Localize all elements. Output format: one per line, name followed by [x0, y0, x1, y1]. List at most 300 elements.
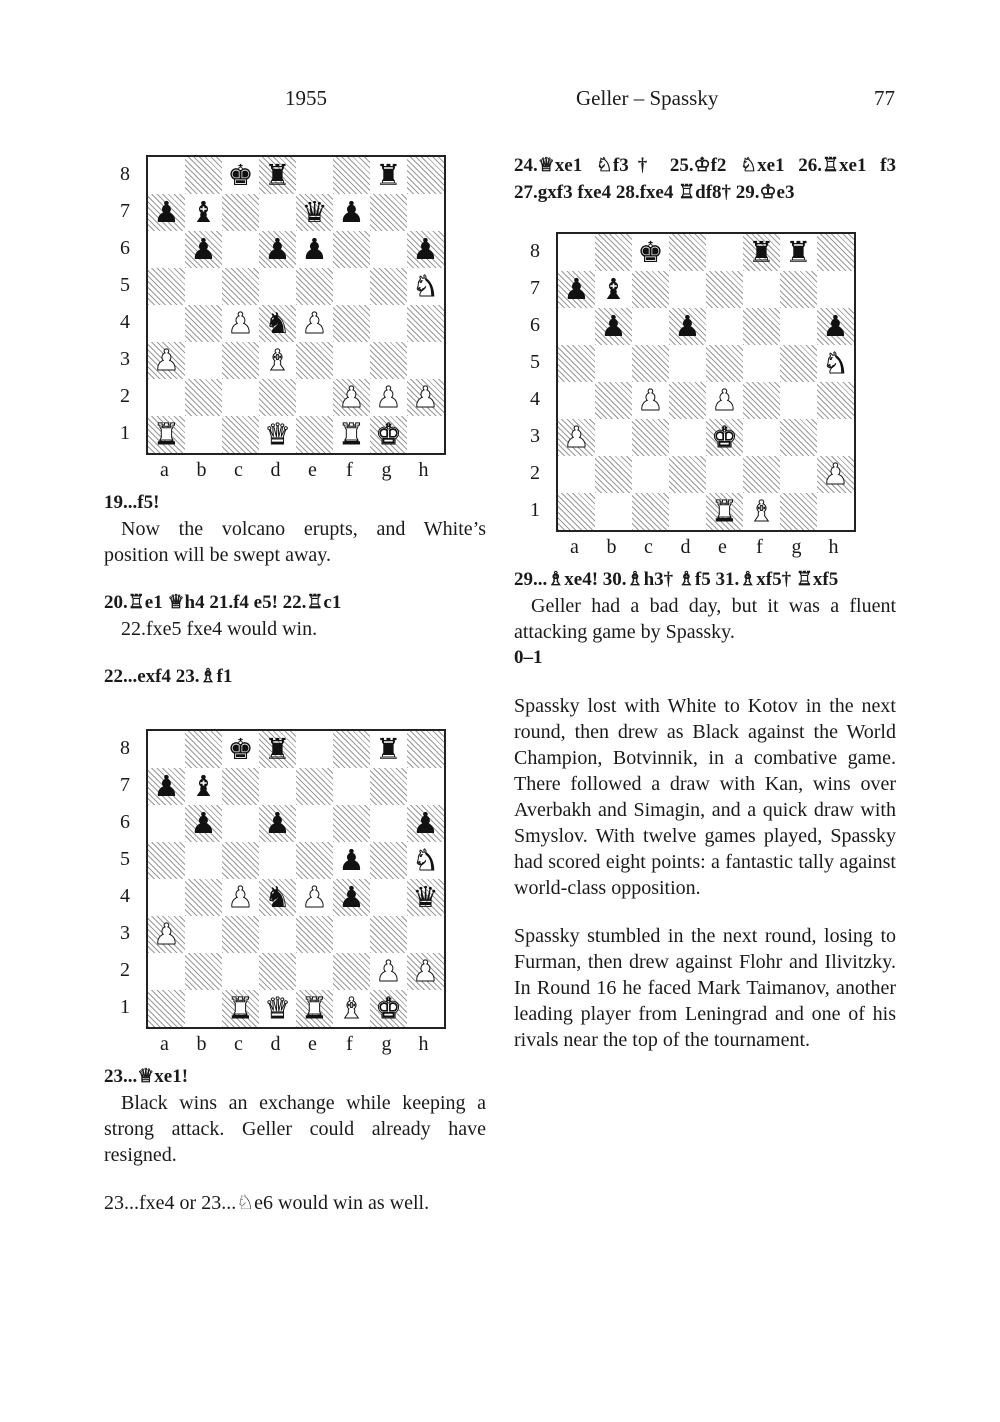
- rank-label: 5: [530, 350, 540, 373]
- board-square: [370, 805, 407, 842]
- white-bishop-icon: ♝: [264, 343, 291, 377]
- black-pawn-icon: ♟: [338, 843, 365, 877]
- board-square: [222, 342, 259, 379]
- white-pawn-icon: ♟: [153, 343, 180, 377]
- file-label: c: [644, 536, 653, 558]
- board-square: [296, 416, 333, 453]
- black-pawn-icon: ♟: [153, 769, 180, 803]
- board-square: [780, 419, 817, 456]
- board-square: [185, 157, 222, 194]
- board-square: [185, 194, 222, 231]
- file-label: g: [791, 536, 802, 558]
- board-square: [817, 419, 854, 456]
- board-square: [148, 916, 185, 953]
- board-square: [407, 268, 444, 305]
- move-19: 19...f5!: [104, 492, 160, 513]
- board-square: [259, 916, 296, 953]
- board-square: [333, 879, 370, 916]
- board-square: [296, 194, 333, 231]
- board-square: [333, 194, 370, 231]
- board-square: [148, 416, 185, 453]
- white-pawn-icon: ♟: [338, 380, 365, 414]
- file-label: f: [346, 1033, 353, 1055]
- narrative-paragraph-2: Spassky stumbled in the next round, losing to Furman, then drew against Flohr and Ilivitzky. In Round 16 he faced Mark Taimanov, another leading player from Leningrad and one of his rivals near the top of the tournament.: [514, 925, 896, 1051]
- board-square: [370, 379, 407, 416]
- board-square: [743, 345, 780, 382]
- rank-label: 6: [120, 810, 130, 833]
- board-square: [370, 157, 407, 194]
- board-square: [148, 879, 185, 916]
- board-square: [558, 419, 595, 456]
- board-square: [259, 379, 296, 416]
- board-square: [370, 268, 407, 305]
- board-square: [296, 842, 333, 879]
- board-square: [222, 416, 259, 453]
- board-square: [407, 342, 444, 379]
- board-square: [706, 234, 743, 271]
- white-pawn-icon: ♟: [227, 306, 254, 340]
- rank-labels: [530, 232, 550, 528]
- move-29: 29...♗xe4! 30.♗h3† ♗f5 31.♗xf5† ♖xf5: [514, 569, 839, 590]
- board-square: [333, 768, 370, 805]
- file-label: g: [381, 1033, 392, 1055]
- file-label: h: [418, 459, 429, 481]
- board-square: [148, 990, 185, 1027]
- file-label: h: [418, 1033, 429, 1055]
- file-label: h: [828, 536, 839, 558]
- board-square: [817, 308, 854, 345]
- move-24: 24.♕xe1 ♘f3† 25.♔f2 ♘xe1 26.♖xe1 f3 27.gxf3 fxe4 28.fxe4 ♖df8† 29.♔e3: [514, 155, 896, 203]
- black-pawn-icon: ♟: [153, 195, 180, 229]
- board-square: [259, 805, 296, 842]
- board-square: [632, 345, 669, 382]
- board-square: [259, 953, 296, 990]
- board-square: [259, 305, 296, 342]
- black-bishop-icon: ♝: [190, 195, 217, 229]
- board-square: [148, 342, 185, 379]
- black-pawn-icon: ♟: [264, 806, 291, 840]
- board-square: [632, 382, 669, 419]
- board-square: [817, 345, 854, 382]
- board-square: [407, 731, 444, 768]
- board-square: [259, 879, 296, 916]
- file-label: d: [270, 459, 281, 481]
- board-square: [222, 879, 259, 916]
- board-square: [185, 879, 222, 916]
- rank-label: 6: [120, 236, 130, 259]
- board-square: [333, 805, 370, 842]
- board-square: [185, 305, 222, 342]
- board-square: [669, 234, 706, 271]
- board-square: [706, 382, 743, 419]
- file-labels: [146, 457, 442, 483]
- board-square: [595, 456, 632, 493]
- black-pawn-icon: ♟: [301, 232, 328, 266]
- board-square: [259, 231, 296, 268]
- board-square: [706, 271, 743, 308]
- board-square: [222, 916, 259, 953]
- white-rook-icon: ♜: [227, 991, 254, 1025]
- board-square: [817, 382, 854, 419]
- board-square: [370, 879, 407, 916]
- rank-label: 6: [530, 313, 540, 336]
- board-square: [669, 345, 706, 382]
- board-square: [370, 990, 407, 1027]
- file-label: e: [308, 459, 317, 481]
- rank-labels: [120, 729, 140, 1025]
- board-square: [185, 990, 222, 1027]
- board-square: [259, 342, 296, 379]
- board-square: [222, 805, 259, 842]
- board-square: [669, 308, 706, 345]
- board-square: [296, 916, 333, 953]
- file-label: c: [234, 1033, 243, 1055]
- board-square: [706, 419, 743, 456]
- rank-label: 3: [120, 347, 130, 370]
- board-square: [185, 731, 222, 768]
- black-queen-icon: ♛: [301, 195, 328, 229]
- left-column-lower: [104, 729, 486, 1216]
- right-column: [514, 152, 896, 1053]
- chess-diagram-1: [104, 155, 486, 490]
- board-square: [222, 157, 259, 194]
- rank-label: 5: [120, 273, 130, 296]
- black-pawn-icon: ♟: [412, 232, 439, 266]
- black-pawn-icon: ♟: [600, 309, 627, 343]
- black-bishop-icon: ♝: [600, 272, 627, 306]
- board-square: [259, 731, 296, 768]
- board-square: [370, 305, 407, 342]
- board-square: [370, 416, 407, 453]
- board-square: [407, 879, 444, 916]
- board-square: [222, 194, 259, 231]
- board-square: [669, 419, 706, 456]
- white-pawn-icon: ♟: [227, 880, 254, 914]
- board-square: [185, 953, 222, 990]
- narrative-paragraph-1: Spassky lost with White to Kotov in the next round, then drew as Black against the World Champion, Botvinnik, in a combative game. There followed a draw with Kan, wins over Averbakh and Simagin, and a quick draw with Smyslov. With twelve games played, Spassky had scored eight points: a fantastic tally against world-class opposition.: [514, 695, 896, 899]
- board-square: [632, 271, 669, 308]
- white-knight-icon: ♞: [822, 346, 849, 380]
- board-square: [706, 456, 743, 493]
- black-pawn-icon: ♟: [563, 272, 590, 306]
- board-square: [632, 234, 669, 271]
- board-square: [259, 268, 296, 305]
- chessboard: [146, 155, 446, 455]
- board-square: [669, 271, 706, 308]
- white-pawn-icon: ♟: [301, 306, 328, 340]
- file-labels: [146, 1031, 442, 1057]
- white-bishop-icon: ♝: [338, 991, 365, 1025]
- board-square: [407, 842, 444, 879]
- commentary-19: Now the volcano erupts, and White’s position will be swept away.: [104, 518, 486, 566]
- board-square: [185, 268, 222, 305]
- board-square: [333, 379, 370, 416]
- board-square: [296, 305, 333, 342]
- black-pawn-icon: ♟: [264, 232, 291, 266]
- board-square: [632, 419, 669, 456]
- black-rook-icon: ♜: [375, 732, 402, 766]
- board-square: [370, 194, 407, 231]
- board-square: [743, 382, 780, 419]
- board-square: [259, 842, 296, 879]
- board-square: [370, 953, 407, 990]
- rank-label: 5: [120, 847, 130, 870]
- rank-label: 1: [120, 995, 130, 1018]
- board-square: [370, 768, 407, 805]
- board-square: [333, 157, 370, 194]
- board-square: [148, 379, 185, 416]
- board-square: [407, 379, 444, 416]
- board-square: [333, 268, 370, 305]
- board-square: [296, 768, 333, 805]
- board-square: [743, 493, 780, 530]
- board-square: [222, 842, 259, 879]
- rank-label: 3: [120, 921, 130, 944]
- header-year: 1955: [285, 86, 327, 110]
- board-square: [743, 308, 780, 345]
- black-pawn-icon: ♟: [674, 309, 701, 343]
- board-square: [222, 379, 259, 416]
- board-square: [296, 342, 333, 379]
- board-square: [558, 345, 595, 382]
- black-king-icon: ♚: [637, 235, 664, 269]
- board-square: [595, 234, 632, 271]
- board-square: [817, 493, 854, 530]
- board-square: [333, 231, 370, 268]
- board-square: [148, 157, 185, 194]
- white-pawn-icon: ♟: [711, 383, 738, 417]
- file-label: e: [718, 536, 727, 558]
- commentary-20: 22.fxe5 fxe4 would win.: [121, 618, 318, 640]
- board-square: [407, 953, 444, 990]
- board-square: [407, 768, 444, 805]
- board-square: [595, 493, 632, 530]
- file-label: d: [270, 1033, 281, 1055]
- rank-label: 4: [530, 387, 540, 410]
- board-square: [558, 382, 595, 419]
- white-pawn-icon: ♟: [301, 880, 328, 914]
- board-square: [296, 953, 333, 990]
- board-square: [669, 493, 706, 530]
- board-square: [185, 916, 222, 953]
- file-label: f: [756, 536, 763, 558]
- board-square: [743, 234, 780, 271]
- move-23: 23...♕xe1!: [104, 1066, 189, 1087]
- board-square: [333, 990, 370, 1027]
- chessboard: [146, 729, 446, 1029]
- black-pawn-icon: ♟: [822, 309, 849, 343]
- board-square: [370, 916, 407, 953]
- white-pawn-icon: ♟: [375, 954, 402, 988]
- board-square: [296, 805, 333, 842]
- rank-label: 8: [530, 239, 540, 262]
- board-square: [669, 382, 706, 419]
- board-square: [407, 805, 444, 842]
- board-square: [259, 416, 296, 453]
- board-square: [333, 953, 370, 990]
- rank-label: 2: [120, 958, 130, 981]
- file-labels: [556, 534, 852, 560]
- board-square: [706, 308, 743, 345]
- board-square: [817, 234, 854, 271]
- game-result: 0–1: [514, 647, 543, 668]
- white-rook-icon: ♜: [153, 417, 180, 451]
- board-square: [780, 234, 817, 271]
- board-square: [407, 305, 444, 342]
- black-knight-icon: ♞: [264, 880, 291, 914]
- black-rook-icon: ♜: [375, 158, 402, 192]
- board-square: [780, 308, 817, 345]
- board-square: [780, 271, 817, 308]
- rank-label: 8: [120, 736, 130, 759]
- black-rook-icon: ♜: [264, 158, 291, 192]
- commentary-29: Geller had a bad day, but it was a fluent attacking game by Spassky.: [514, 595, 896, 643]
- board-square: [296, 379, 333, 416]
- move-22: 22...exf4 23.♗f1: [104, 666, 233, 687]
- white-queen-icon: ♛: [264, 417, 291, 451]
- black-queen-icon: ♛: [412, 880, 439, 914]
- board-square: [407, 231, 444, 268]
- black-pawn-icon: ♟: [412, 806, 439, 840]
- file-label: e: [308, 1033, 317, 1055]
- black-pawn-icon: ♟: [190, 232, 217, 266]
- file-label: a: [160, 459, 169, 481]
- board-square: [595, 271, 632, 308]
- board-square: [558, 456, 595, 493]
- rank-label: 2: [120, 384, 130, 407]
- board-square: [222, 731, 259, 768]
- board-square: [148, 731, 185, 768]
- page-number: 77: [874, 86, 895, 110]
- board-square: [259, 990, 296, 1027]
- board-square: [632, 493, 669, 530]
- board-square: [333, 342, 370, 379]
- rank-label: 2: [530, 461, 540, 484]
- rank-label: 3: [530, 424, 540, 447]
- board-square: [185, 805, 222, 842]
- board-square: [706, 493, 743, 530]
- board-square: [407, 916, 444, 953]
- board-square: [148, 194, 185, 231]
- board-square: [558, 308, 595, 345]
- board-square: [595, 419, 632, 456]
- board-square: [222, 268, 259, 305]
- board-square: [296, 268, 333, 305]
- file-label: g: [381, 459, 392, 481]
- black-king-icon: ♚: [227, 732, 254, 766]
- board-square: [296, 157, 333, 194]
- rank-labels: [120, 155, 140, 451]
- white-pawn-icon: ♟: [153, 917, 180, 951]
- black-pawn-icon: ♟: [338, 880, 365, 914]
- file-label: b: [196, 459, 207, 481]
- rank-label: 8: [120, 162, 130, 185]
- white-pawn-icon: ♟: [412, 954, 439, 988]
- board-square: [407, 416, 444, 453]
- board-square: [595, 345, 632, 382]
- board-square: [558, 271, 595, 308]
- black-pawn-icon: ♟: [190, 806, 217, 840]
- black-knight-icon: ♞: [264, 306, 291, 340]
- file-label: d: [680, 536, 691, 558]
- white-rook-icon: ♜: [301, 991, 328, 1025]
- board-square: [148, 268, 185, 305]
- board-square: [333, 305, 370, 342]
- white-bishop-icon: ♝: [748, 494, 775, 528]
- chess-diagram-3: [514, 232, 896, 567]
- black-bishop-icon: ♝: [190, 769, 217, 803]
- board-square: [370, 842, 407, 879]
- white-knight-icon: ♞: [412, 269, 439, 303]
- board-square: [780, 345, 817, 382]
- header-title: Geller – Spassky: [576, 86, 719, 110]
- board-square: [632, 456, 669, 493]
- rank-label: 4: [120, 310, 130, 333]
- board-square: [817, 271, 854, 308]
- board-square: [743, 419, 780, 456]
- board-square: [333, 731, 370, 768]
- white-pawn-icon: ♟: [563, 420, 590, 454]
- board-square: [222, 768, 259, 805]
- white-pawn-icon: ♟: [412, 380, 439, 414]
- board-square: [558, 493, 595, 530]
- white-rook-icon: ♜: [338, 417, 365, 451]
- board-square: [222, 305, 259, 342]
- board-square: [222, 953, 259, 990]
- board-square: [706, 345, 743, 382]
- board-square: [407, 194, 444, 231]
- board-square: [743, 456, 780, 493]
- rank-label: 4: [120, 884, 130, 907]
- rank-label: 1: [530, 498, 540, 521]
- file-label: f: [346, 459, 353, 481]
- board-square: [148, 768, 185, 805]
- white-pawn-icon: ♟: [822, 457, 849, 491]
- white-king-icon: ♚: [375, 417, 402, 451]
- board-square: [370, 231, 407, 268]
- white-rook-icon: ♜: [711, 494, 738, 528]
- board-square: [185, 768, 222, 805]
- board-square: [407, 990, 444, 1027]
- board-square: [558, 234, 595, 271]
- black-rook-icon: ♜: [264, 732, 291, 766]
- board-square: [370, 731, 407, 768]
- black-rook-icon: ♜: [785, 235, 812, 269]
- board-square: [407, 157, 444, 194]
- board-square: [333, 842, 370, 879]
- board-square: [296, 879, 333, 916]
- white-queen-icon: ♛: [264, 991, 291, 1025]
- chess-diagram-2: [104, 729, 486, 1064]
- file-label: a: [160, 1033, 169, 1055]
- board-square: [333, 416, 370, 453]
- board-square: [780, 382, 817, 419]
- board-square: [370, 342, 407, 379]
- board-square: [148, 305, 185, 342]
- white-knight-icon: ♞: [412, 843, 439, 877]
- commentary-23: Black wins an exchange while keeping a strong attack. Geller could already have resigned.: [104, 1092, 486, 1166]
- rank-label: 1: [120, 421, 130, 444]
- board-square: [148, 231, 185, 268]
- board-square: [222, 990, 259, 1027]
- file-label: b: [196, 1033, 207, 1055]
- board-square: [148, 842, 185, 879]
- board-square: [185, 342, 222, 379]
- white-pawn-icon: ♟: [637, 383, 664, 417]
- board-square: [185, 842, 222, 879]
- chessboard: [556, 232, 856, 532]
- board-square: [743, 271, 780, 308]
